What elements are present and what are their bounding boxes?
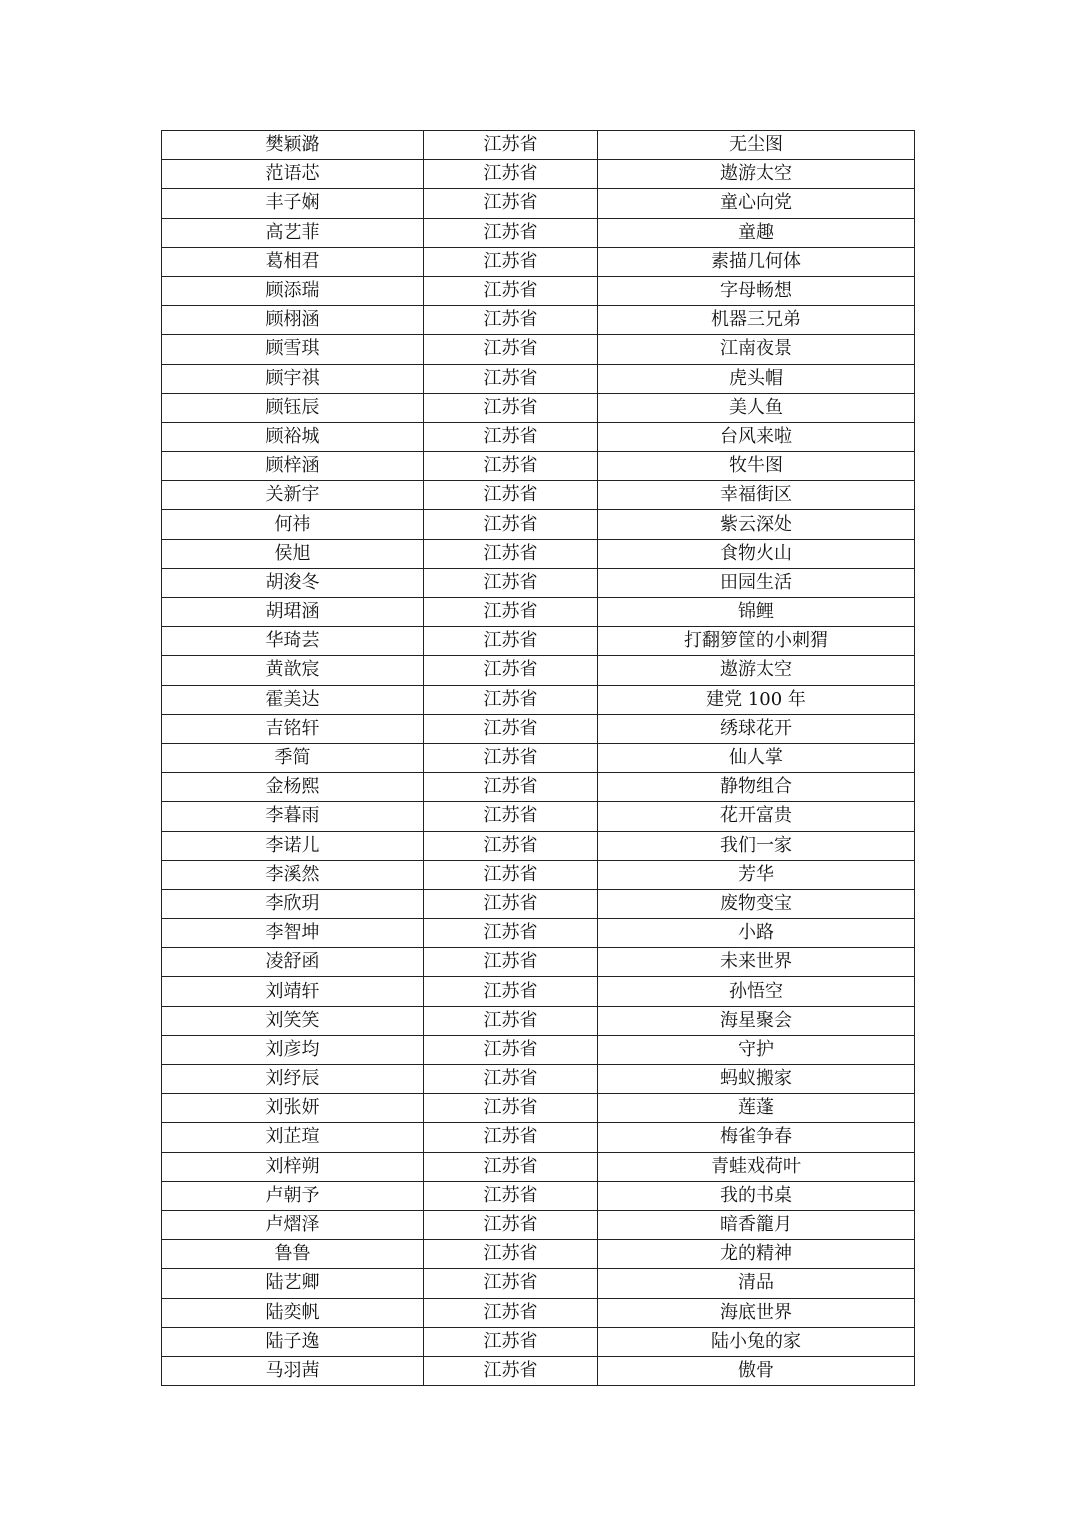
table-row (162, 452, 915, 481)
province-cell: 江苏省 (424, 393, 598, 422)
province-cell: 江苏省 (424, 510, 598, 539)
work-title-cell: 美人鱼 (598, 393, 915, 422)
province-cell: 江苏省 (424, 1240, 598, 1269)
province-cell: 江苏省 (424, 364, 598, 393)
province-cell: 江苏省 (424, 189, 598, 218)
name-cell: 陆奕帆 (162, 1298, 424, 1327)
name-cell: 胡浚冬 (162, 568, 424, 597)
table-row (162, 481, 915, 510)
name-cell: 凌舒函 (162, 948, 424, 977)
province-cell: 江苏省 (424, 1210, 598, 1239)
table-row (162, 247, 915, 276)
name-cell: 刘芷瑄 (162, 1123, 424, 1152)
province-cell: 江苏省 (424, 948, 598, 977)
name-cell: 顾栩涵 (162, 306, 424, 335)
table-row (162, 510, 915, 539)
province-cell: 江苏省 (424, 218, 598, 247)
work-title-cell: 青蛙戏荷叶 (598, 1152, 915, 1181)
name-cell: 刘纾辰 (162, 1065, 424, 1094)
table-row (162, 218, 915, 247)
name-cell: 李暮雨 (162, 802, 424, 831)
table-row (162, 714, 915, 743)
name-cell: 刘张妍 (162, 1094, 424, 1123)
work-title-cell: 字母畅想 (598, 276, 915, 305)
work-title-cell: 紫云深处 (598, 510, 915, 539)
work-title-cell: 我们一家 (598, 831, 915, 860)
work-title-cell: 建党 100 年 (598, 685, 915, 714)
name-cell: 李诺儿 (162, 831, 424, 860)
table-row (162, 1152, 915, 1181)
work-title-cell: 机器三兄弟 (598, 306, 915, 335)
table-row (162, 1035, 915, 1064)
table-row (162, 1327, 915, 1356)
province-cell: 江苏省 (424, 598, 598, 627)
work-title-cell: 打翻箩筐的小刺猬 (598, 627, 915, 656)
province-cell: 江苏省 (424, 481, 598, 510)
table-row (162, 919, 915, 948)
work-title-cell: 食物火山 (598, 539, 915, 568)
province-cell: 江苏省 (424, 1356, 598, 1385)
name-cell: 李溪然 (162, 860, 424, 889)
name-cell: 葛相君 (162, 247, 424, 276)
name-cell: 顾裕城 (162, 422, 424, 451)
work-title-cell: 素描几何体 (598, 247, 915, 276)
work-title-cell: 田园生活 (598, 568, 915, 597)
work-title-cell: 莲蓬 (598, 1094, 915, 1123)
name-cell: 顾雪琪 (162, 335, 424, 364)
work-title-cell: 芳华 (598, 860, 915, 889)
name-cell: 李欣玥 (162, 889, 424, 918)
name-cell: 卢朝予 (162, 1181, 424, 1210)
name-cell: 霍美达 (162, 685, 424, 714)
name-cell: 何祎 (162, 510, 424, 539)
province-cell: 江苏省 (424, 743, 598, 772)
province-cell: 江苏省 (424, 1035, 598, 1064)
name-cell: 刘彦均 (162, 1035, 424, 1064)
table-row (162, 364, 915, 393)
province-cell: 江苏省 (424, 1094, 598, 1123)
work-title-cell: 废物变宝 (598, 889, 915, 918)
province-cell: 江苏省 (424, 306, 598, 335)
name-cell: 陆艺卿 (162, 1269, 424, 1298)
province-cell: 江苏省 (424, 685, 598, 714)
name-cell: 顾添瑞 (162, 276, 424, 305)
province-cell: 江苏省 (424, 568, 598, 597)
name-cell: 顾钰辰 (162, 393, 424, 422)
work-title-cell: 牧牛图 (598, 452, 915, 481)
table-row (162, 539, 915, 568)
work-title-cell: 静物组合 (598, 773, 915, 802)
name-cell: 关新宇 (162, 481, 424, 510)
work-title-cell: 虎头帽 (598, 364, 915, 393)
work-title-cell: 小路 (598, 919, 915, 948)
work-title-cell: 无尘图 (598, 131, 915, 160)
name-cell: 刘笑笑 (162, 1006, 424, 1035)
table-row (162, 422, 915, 451)
table-row (162, 1269, 915, 1298)
work-title-cell: 海星聚会 (598, 1006, 915, 1035)
work-title-cell: 台风来啦 (598, 422, 915, 451)
table-row (162, 131, 915, 160)
province-cell: 江苏省 (424, 889, 598, 918)
province-cell: 江苏省 (424, 773, 598, 802)
work-title-cell: 我的书桌 (598, 1181, 915, 1210)
province-cell: 江苏省 (424, 131, 598, 160)
name-cell: 顾梓涵 (162, 452, 424, 481)
name-cell: 黄歆宸 (162, 656, 424, 685)
table-row (162, 1123, 915, 1152)
province-cell: 江苏省 (424, 539, 598, 568)
table-row (162, 889, 915, 918)
name-cell: 刘梓朔 (162, 1152, 424, 1181)
name-cell: 李智坤 (162, 919, 424, 948)
work-title-cell: 暗香籠月 (598, 1210, 915, 1239)
table-row (162, 568, 915, 597)
table-row (162, 773, 915, 802)
work-title-cell: 蚂蚁搬家 (598, 1065, 915, 1094)
work-title-cell: 绣球花开 (598, 714, 915, 743)
work-title-cell: 傲骨 (598, 1356, 915, 1385)
work-title-cell: 仙人掌 (598, 743, 915, 772)
table-row (162, 627, 915, 656)
table-row (162, 598, 915, 627)
province-cell: 江苏省 (424, 1123, 598, 1152)
province-cell: 江苏省 (424, 1327, 598, 1356)
province-cell: 江苏省 (424, 714, 598, 743)
work-title-cell: 龙的精神 (598, 1240, 915, 1269)
name-cell: 鲁鲁 (162, 1240, 424, 1269)
province-cell: 江苏省 (424, 977, 598, 1006)
table-row (162, 1065, 915, 1094)
name-cell: 马羽茜 (162, 1356, 424, 1385)
province-cell: 江苏省 (424, 1006, 598, 1035)
province-cell: 江苏省 (424, 422, 598, 451)
work-title-cell: 童趣 (598, 218, 915, 247)
table-row (162, 393, 915, 422)
table-row (162, 1356, 915, 1385)
table-row (162, 160, 915, 189)
work-title-cell: 遨游太空 (598, 160, 915, 189)
work-title-cell: 锦鲤 (598, 598, 915, 627)
name-cell: 金杨熙 (162, 773, 424, 802)
table-row (162, 831, 915, 860)
work-title-cell: 守护 (598, 1035, 915, 1064)
province-cell: 江苏省 (424, 247, 598, 276)
province-cell: 江苏省 (424, 1298, 598, 1327)
table-row (162, 276, 915, 305)
province-cell: 江苏省 (424, 656, 598, 685)
work-title-cell: 遨游太空 (598, 656, 915, 685)
work-title-cell: 梅雀争春 (598, 1123, 915, 1152)
table-row (162, 977, 915, 1006)
name-cell: 丰子娴 (162, 189, 424, 218)
province-cell: 江苏省 (424, 860, 598, 889)
province-cell: 江苏省 (424, 1152, 598, 1181)
table-row (162, 306, 915, 335)
province-cell: 江苏省 (424, 452, 598, 481)
table-row (162, 656, 915, 685)
province-cell: 江苏省 (424, 1065, 598, 1094)
name-cell: 樊颖潞 (162, 131, 424, 160)
work-title-cell: 清品 (598, 1269, 915, 1298)
work-title-cell: 幸福街区 (598, 481, 915, 510)
name-cell: 范语芯 (162, 160, 424, 189)
table-row (162, 1240, 915, 1269)
name-cell: 季简 (162, 743, 424, 772)
name-cell: 陆子逸 (162, 1327, 424, 1356)
name-cell: 卢熠泽 (162, 1210, 424, 1239)
name-cell: 胡珺涵 (162, 598, 424, 627)
table-row (162, 860, 915, 889)
table-row (162, 1094, 915, 1123)
award-list-table (161, 130, 915, 1386)
work-title-cell: 江南夜景 (598, 335, 915, 364)
name-cell: 侯旭 (162, 539, 424, 568)
name-cell: 顾宇祺 (162, 364, 424, 393)
table-row (162, 1181, 915, 1210)
table-row (162, 1210, 915, 1239)
province-cell: 江苏省 (424, 831, 598, 860)
province-cell: 江苏省 (424, 1269, 598, 1298)
table-row (162, 685, 915, 714)
table-row (162, 1298, 915, 1327)
province-cell: 江苏省 (424, 919, 598, 948)
table-row (162, 1006, 915, 1035)
work-title-cell: 童心向党 (598, 189, 915, 218)
name-cell: 吉铭轩 (162, 714, 424, 743)
table-row (162, 189, 915, 218)
work-title-cell: 海底世界 (598, 1298, 915, 1327)
work-title-cell: 未来世界 (598, 948, 915, 977)
province-cell: 江苏省 (424, 1181, 598, 1210)
province-cell: 江苏省 (424, 276, 598, 305)
award-list-body (162, 131, 915, 1386)
work-title-cell: 陆小兔的家 (598, 1327, 915, 1356)
table-row (162, 802, 915, 831)
table-row (162, 948, 915, 977)
name-cell: 高艺菲 (162, 218, 424, 247)
name-cell: 刘靖轩 (162, 977, 424, 1006)
table-row (162, 743, 915, 772)
work-title-cell: 花开富贵 (598, 802, 915, 831)
work-title-cell: 孙悟空 (598, 977, 915, 1006)
province-cell: 江苏省 (424, 335, 598, 364)
table-row (162, 335, 915, 364)
province-cell: 江苏省 (424, 802, 598, 831)
province-cell: 江苏省 (424, 160, 598, 189)
name-cell: 华琦芸 (162, 627, 424, 656)
province-cell: 江苏省 (424, 627, 598, 656)
